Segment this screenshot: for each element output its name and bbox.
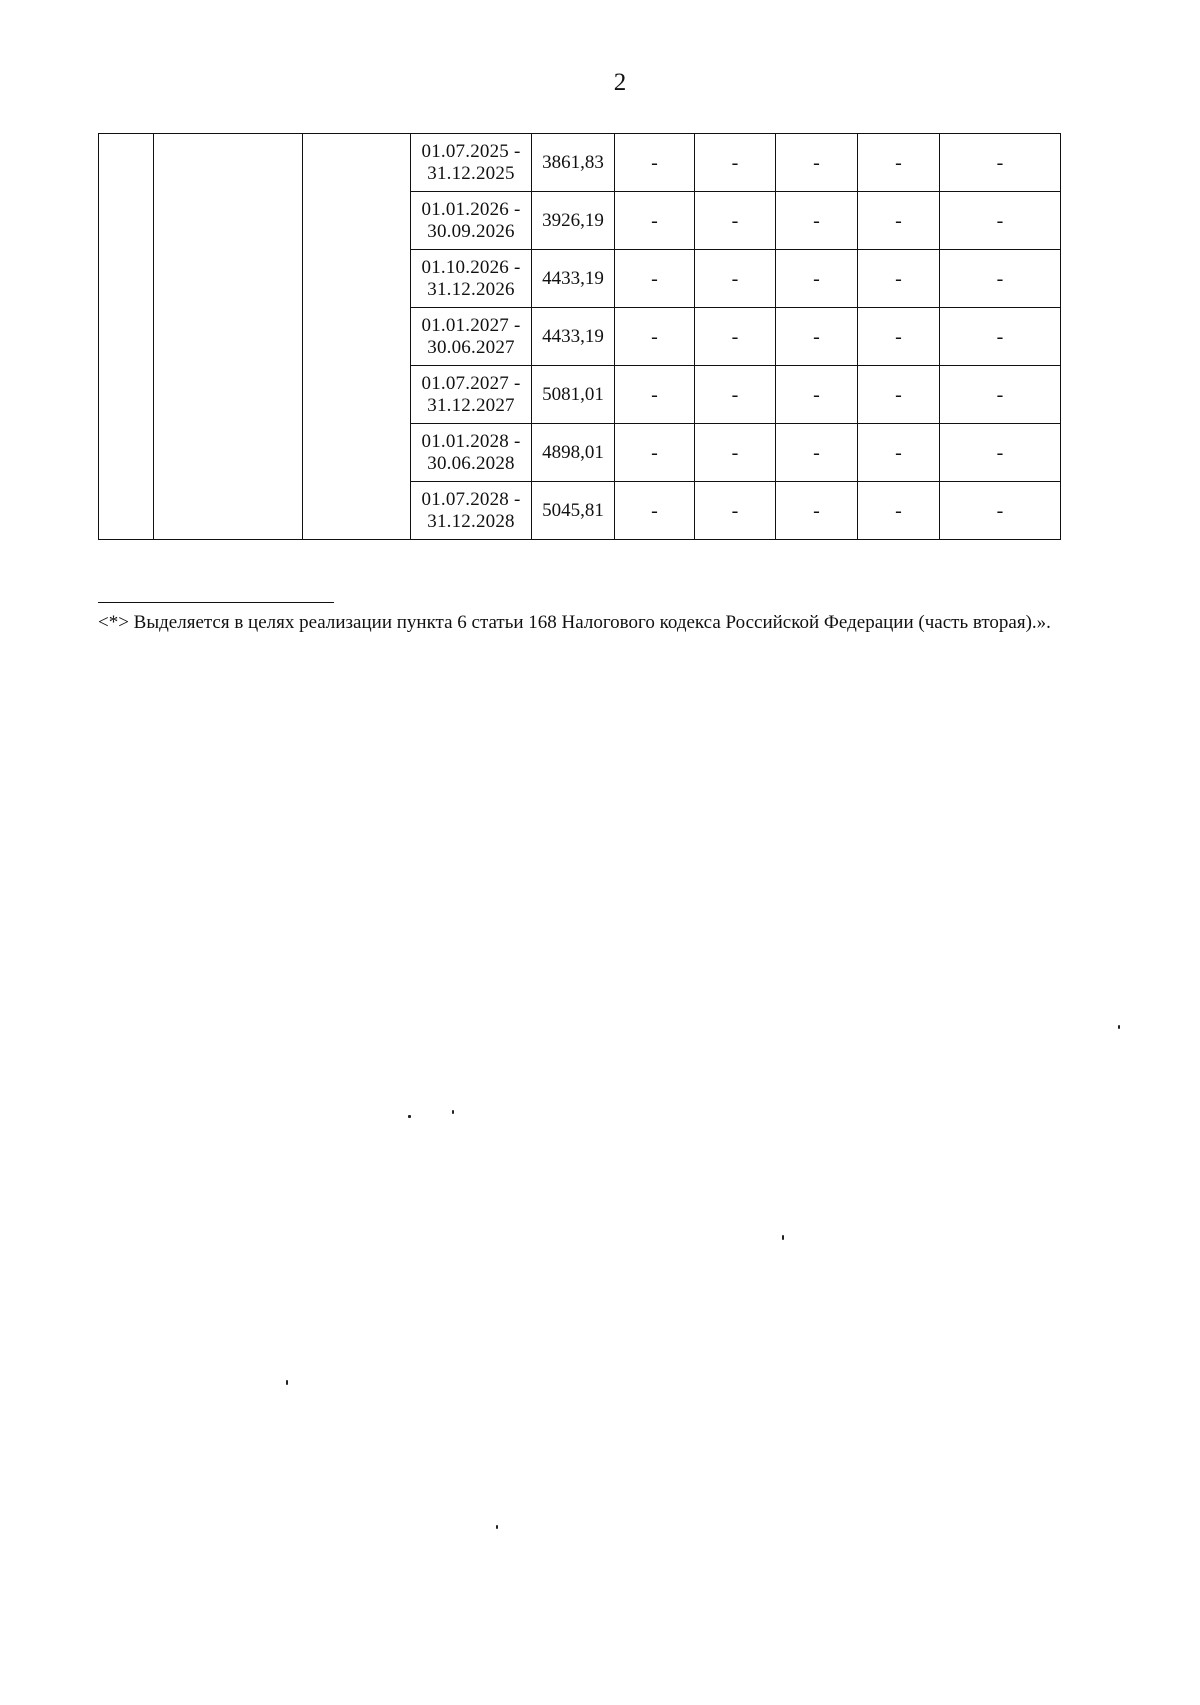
dash-cell: -	[940, 250, 1061, 308]
period-end: 31.12.2025	[427, 162, 515, 184]
dash-cell: -	[858, 366, 940, 424]
footnote-text: <*> Выделяется в целях реализации пункта 6 статьи 168 Налогового кодекса Российской Федерации (часть вторая).».	[98, 612, 1051, 633]
dash-cell: -	[858, 134, 940, 192]
dash-cell: -	[695, 250, 776, 308]
dash-cell: -	[615, 250, 695, 308]
dash-cell: -	[615, 424, 695, 482]
dash-cell: -	[940, 366, 1061, 424]
dash-cell: -	[940, 424, 1061, 482]
period-end: 30.06.2028	[427, 452, 515, 474]
merged-cell-col1	[99, 134, 154, 540]
dash-cell: -	[858, 192, 940, 250]
period-end: 31.12.2027	[427, 394, 515, 416]
dash-cell: -	[695, 424, 776, 482]
dash-cell: -	[776, 482, 858, 540]
dash-cell: -	[695, 482, 776, 540]
value-cell: 4433,19	[532, 250, 615, 308]
dash-cell: -	[858, 424, 940, 482]
dash-cell: -	[940, 192, 1061, 250]
dash-cell: -	[858, 308, 940, 366]
dash-cell: -	[695, 366, 776, 424]
scan-speck	[408, 1115, 411, 1118]
period-cell	[411, 424, 532, 482]
dash-cell: -	[858, 250, 940, 308]
value-cell: 3861,83	[532, 134, 615, 192]
period-start: 01.10.2026 -	[421, 256, 521, 278]
period-start: 01.07.2025 -	[421, 140, 521, 162]
period-cell	[411, 366, 532, 424]
dash-cell: -	[695, 134, 776, 192]
value-cell: 5081,01	[532, 366, 615, 424]
value-cell: 4898,01	[532, 424, 615, 482]
dash-cell: -	[940, 308, 1061, 366]
dash-cell: -	[776, 250, 858, 308]
merged-cell-col2	[154, 134, 303, 540]
period-end: 31.12.2028	[427, 510, 515, 532]
footnote-divider	[98, 602, 334, 603]
dash-cell: -	[615, 192, 695, 250]
merged-cell-col3	[303, 134, 411, 540]
value-cell: 5045,81	[532, 482, 615, 540]
scan-speck	[452, 1110, 454, 1114]
dash-cell: -	[615, 366, 695, 424]
period-end: 30.09.2026	[427, 220, 515, 242]
dash-cell: -	[695, 192, 776, 250]
dash-cell: -	[776, 134, 858, 192]
tariff-table-body	[99, 134, 1061, 540]
page-number: 2	[613, 69, 627, 96]
dash-cell: -	[858, 482, 940, 540]
dash-cell: -	[615, 308, 695, 366]
dash-cell: -	[940, 134, 1061, 192]
period-start: 01.07.2027 -	[421, 372, 521, 394]
dash-cell: -	[615, 134, 695, 192]
scan-speck	[782, 1235, 784, 1240]
period-end: 31.12.2026	[427, 278, 515, 300]
period-start: 01.01.2027 -	[421, 314, 521, 336]
scan-speck	[1118, 1025, 1120, 1029]
period-start: 01.01.2026 -	[421, 198, 521, 220]
dash-cell: -	[776, 192, 858, 250]
scan-speck	[286, 1380, 288, 1385]
dash-cell: -	[615, 482, 695, 540]
value-cell: 4433,19	[532, 308, 615, 366]
dash-cell: -	[776, 366, 858, 424]
period-start: 01.01.2028 -	[421, 430, 521, 452]
period-start: 01.07.2028 -	[421, 488, 521, 510]
table-row	[99, 134, 1061, 192]
period-cell	[411, 192, 532, 250]
dash-cell: -	[695, 308, 776, 366]
period-cell	[411, 308, 532, 366]
period-end: 30.06.2027	[427, 336, 515, 358]
value-cell: 3926,19	[532, 192, 615, 250]
dash-cell: -	[776, 424, 858, 482]
tariff-table	[98, 133, 1061, 540]
period-cell	[411, 250, 532, 308]
scan-speck	[496, 1525, 498, 1529]
dash-cell: -	[776, 308, 858, 366]
period-cell	[411, 482, 532, 540]
period-cell	[411, 134, 532, 192]
dash-cell: -	[940, 482, 1061, 540]
